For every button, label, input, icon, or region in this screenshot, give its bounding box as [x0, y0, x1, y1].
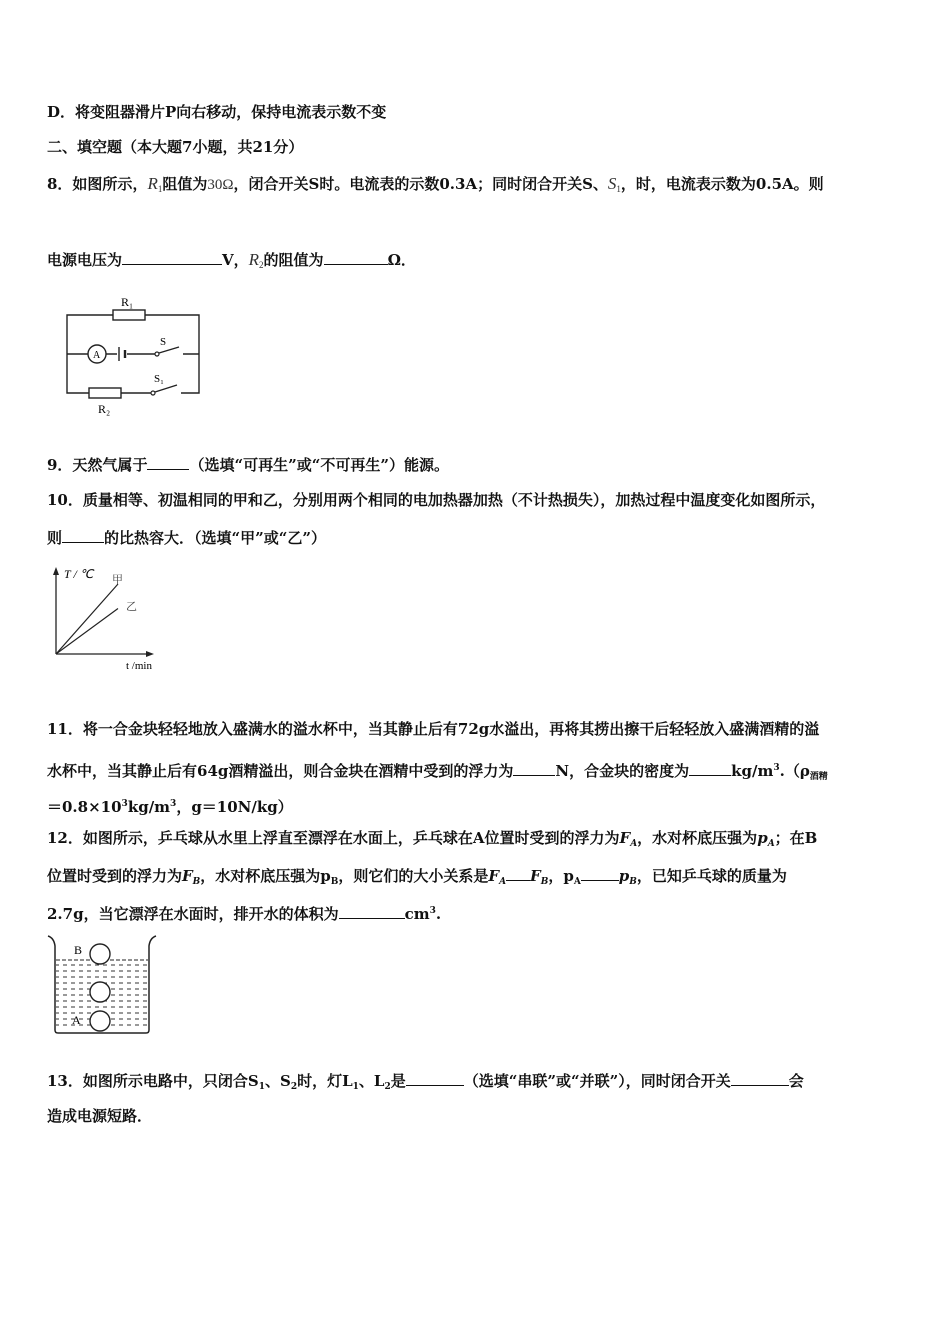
q11-text-3b: kg/m — [127, 798, 171, 816]
q13-line-2 — [47, 1106, 152, 1126]
q9-text-a: 9．天然气属于 — [47, 456, 148, 474]
q12-cmp-fb-sub: B — [540, 877, 549, 887]
q11-text-3a: ＝0.8×10 — [47, 798, 122, 816]
label-b: B — [74, 943, 83, 957]
label-r2: R₂ — [98, 402, 111, 416]
q12-cmp-pa-sub: A — [573, 877, 581, 887]
q8-text-2: 阻值为 — [162, 175, 208, 193]
q11-exp-2: 3 — [170, 799, 177, 809]
q13-line-1 — [47, 1069, 804, 1097]
q12-text-2c: ，则它们的大小关系是 — [338, 867, 489, 885]
q10-text-2b: 的比热容大．（选填“甲”或“乙”） — [104, 529, 327, 547]
q8-voltage-blank[interactable] — [122, 248, 222, 265]
q9-text-b: （选填“可再生”或“不可再生”）能源。 — [189, 456, 449, 474]
q12-text-3a: 2.7g，当它漂浮在水面时，排开水的体积为 — [47, 905, 339, 923]
q11-text-2b: N，合金块的密度为 — [555, 762, 690, 780]
q13-text-1d: 、L — [358, 1072, 385, 1090]
q12-text-1c: ；在B — [774, 829, 818, 847]
section-2-title: 二、填空题（本大题7小题，共21分） — [47, 138, 304, 156]
q10-text-1: 10．质量相等、初温相同的甲和乙，分别用两个相同的电加热器加热（不计热损失），加热过程中温度变化如图所示， — [47, 491, 826, 509]
q8-l2-text-c: 的阻值为 — [263, 251, 324, 269]
q12-pa-sub: A — [767, 839, 775, 849]
switch-s1-contact — [151, 391, 155, 395]
q12-text-2a: 位置时受到的浮力为 — [47, 867, 183, 885]
q12-force-compare-blank[interactable] — [506, 864, 530, 881]
q13-s1-sub: 1 — [258, 1082, 265, 1092]
q9-blank[interactable] — [147, 453, 189, 470]
q13-text-1c: 时，灯L — [297, 1072, 353, 1090]
q12-fa-sub: A — [630, 839, 638, 849]
x-axis-label: t /min — [126, 660, 152, 672]
q9-line — [47, 453, 449, 475]
q13-l1-sub: 1 — [352, 1082, 359, 1092]
q11-text-1: 11．将一合金块轻轻地放入盛满水的溢水杯中，当其静止后有72g水溢出，再将其捞出擦干后轻轻放入盛满酒精的溢 — [47, 720, 820, 738]
q12-cmp-fa: F — [488, 867, 500, 885]
q13-text-1e: 是 — [390, 1072, 406, 1090]
q11-line-1 — [47, 719, 819, 739]
resistor-r1 — [113, 310, 145, 320]
r1-subscript: 1 — [157, 184, 163, 194]
label-s: S — [160, 336, 167, 348]
section-2-heading — [47, 137, 303, 157]
q12-fb: F — [182, 867, 193, 885]
s1-subscript: 1 — [616, 184, 621, 194]
q12-pb-sub: B — [330, 877, 339, 887]
s1-symbol: S — [607, 174, 617, 193]
q13-text-2: 造成电源短路． — [47, 1107, 153, 1125]
q11-rho-sub: 酒精 — [809, 772, 828, 782]
q12-text-2h: ，已知乒乓球的质量为 — [636, 867, 787, 885]
series-jia-label: 甲 — [112, 574, 123, 586]
q12-line-3 — [47, 901, 441, 924]
q13-s2-sub: 2 — [290, 1082, 298, 1092]
q12-cmp-pb: p — [618, 867, 630, 885]
q8-text-4: ，时，电流表示数为0.5A。则 — [620, 175, 824, 193]
q12-text-1a: 12．如图所示，乒乓球从水里上浮直至漂浮在水面上，乒乓球在A位置时受到的浮力为 — [47, 829, 620, 847]
q12-cmp-fb: F — [530, 867, 541, 885]
q11-line-2 — [47, 758, 828, 787]
r2-symbol: R — [248, 250, 260, 269]
series-yi-line — [56, 609, 118, 655]
q11-buoyancy-blank[interactable] — [513, 759, 555, 776]
q12-unit-exp: 3 — [429, 906, 436, 916]
q13-switch-blank[interactable] — [731, 1069, 789, 1086]
q11-text-2a: 水杯中，当其静止后有64g酒精溢出，则合金块在酒精中受到的浮力为 — [47, 762, 514, 780]
r2-subscript: 2 — [259, 260, 264, 270]
ball-position-a — [90, 1011, 110, 1031]
q12-text-2b: ，水对杯底压强为p — [200, 867, 331, 885]
q12-beaker-diagram — [46, 932, 158, 1036]
q12-unit: cm — [404, 905, 430, 923]
q8-l2-text-a: 电源电压为 — [47, 251, 123, 269]
series-jia-line — [56, 584, 118, 654]
label-s1: S₁ — [154, 373, 164, 385]
q11-density-blank[interactable] — [689, 759, 731, 776]
q11-rho: .（ρ — [779, 762, 810, 780]
q8-l2-text-b: V， — [222, 251, 249, 269]
q8-text-3: ，闭合开关S时。电流表的示数0.3A；同时闭合开关S、 — [233, 175, 608, 193]
x-axis-arrow — [146, 651, 154, 657]
q11-line-3 — [47, 794, 293, 817]
q13-text-1b: 、S — [264, 1072, 291, 1090]
q10-line-1 — [47, 490, 825, 510]
ball-position-b — [90, 944, 110, 964]
q12-line-1 — [47, 828, 817, 854]
q10-temperature-graph — [40, 562, 180, 677]
q12-cmp-pa: ，p — [548, 867, 574, 885]
q11-unit: kg/m — [731, 762, 774, 780]
q13-text-1g: 会 — [788, 1072, 804, 1090]
series-yi-label: 乙 — [126, 601, 137, 613]
q12-fb-sub: B — [192, 877, 201, 887]
q11-unit-exp: 3 — [773, 763, 780, 773]
label-a: A — [72, 1013, 81, 1027]
q8-text-1: 8．如图所示， — [47, 175, 148, 193]
label-r1: R₁ — [121, 295, 134, 309]
q8-line-2 — [47, 248, 416, 275]
q13-l2-sub: 2 — [384, 1082, 391, 1092]
label-ammeter: A — [93, 350, 101, 361]
resistor-r2 — [89, 388, 121, 398]
q12-volume-blank[interactable] — [339, 902, 405, 919]
ball-middle — [90, 982, 110, 1002]
r1-symbol: R — [147, 174, 158, 193]
q12-pa: p — [757, 829, 768, 847]
q13-text-1a: 13．如图所示电路中，只闭合S — [47, 1072, 259, 1090]
q12-line-2 — [47, 864, 787, 892]
r1-value: 30Ω — [207, 177, 234, 193]
q11-text-3c: ，g＝10N/kg） — [176, 798, 293, 816]
q12-text-1b: ，水对杯底压强为 — [637, 829, 758, 847]
q13-text-1f: （选填“串联”或“并联”），同时闭合开关 — [463, 1072, 731, 1090]
y-axis-arrow — [53, 567, 59, 575]
q12-cmp-fa-sub: A — [499, 877, 507, 887]
q12-cmp-pb-sub: B — [629, 877, 637, 887]
q13-connection-blank[interactable] — [406, 1069, 464, 1086]
q8-resistance-blank[interactable] — [324, 248, 388, 265]
q10-blank[interactable] — [62, 526, 104, 543]
q12-pressure-compare-blank[interactable] — [581, 864, 619, 881]
q12-fa: F — [619, 829, 631, 847]
q7-option-d-text: D．将变阻器滑片P向右移动，保持电流表示数不变 — [47, 103, 387, 121]
q10-line-2 — [47, 526, 326, 548]
q7-option-d — [47, 102, 386, 122]
q8-line-1 — [47, 174, 824, 199]
q8-l2-text-d: Ω． — [387, 251, 416, 269]
q10-text-2a: 则 — [47, 529, 63, 547]
q11-exp-1: 3 — [121, 799, 128, 809]
q12-text-3c: . — [435, 905, 442, 923]
switch-s-contact — [155, 352, 159, 356]
y-axis-label: T / ℃ — [64, 567, 94, 581]
q8-circuit-diagram — [55, 293, 215, 418]
